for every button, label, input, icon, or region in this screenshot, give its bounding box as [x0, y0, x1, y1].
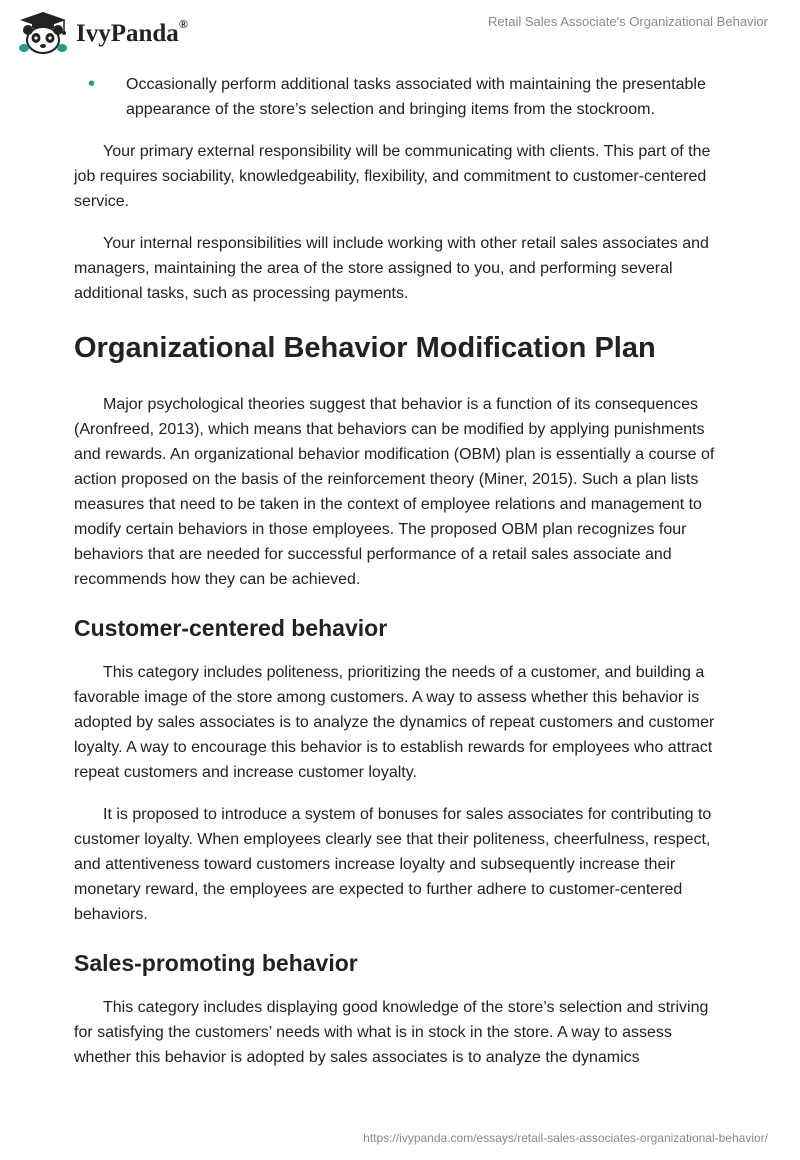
source-url[interactable]: https://ivypanda.com/essays/retail-sales-associates-organizational-behavior/	[363, 1131, 768, 1145]
paragraph-sales: This category includes displaying good knowledge of the store’s selection and striving for satisfying the customers’ needs with what is in stock in the store. A way to assess whether this behavior is adopted by sales associates is to analyze the dynamics	[74, 999, 709, 1066]
paragraph-customer-2: It is proposed to introduce a system of bonuses for sales associates for contributing to customer loyalty. When employees clearly see that their politeness, cheerfulness, respect, and attentiveness toward customers increase loyalty and subsequently increase their monetary reward, the employees are expected to further adhere to customer-centered behaviors.	[74, 806, 712, 923]
panda-graduate-icon	[14, 10, 72, 56]
list-item-text: Occasionally perform additional tasks associated with maintaining the presentable appearance of the store’s selection and bringing items from the stockroom.	[126, 76, 706, 118]
paragraph-obm: Major psychological theories suggest that behavior is a function of its consequences (Aronfreed, 2013), which means that behaviors can be modified by applying punishments and rewards. An organizational behavior modification (OBM) plan is essentially a course of action proposed on the basis of the reinforcement theory (Miner, 2015). Such a plan lists measures that need to be taken in the context of employee relations and management to modify certain behaviors in those employees. The proposed OBM plan recognizes four behaviors that are needed for successful performance of a retail sales associate and recommends how they can be achieved.	[74, 396, 715, 588]
paragraph-external: Your primary external responsibility will be communicating with clients. This part of the job requires sociability, knowledgeability, flexibility, and commitment to customer-centered service.	[74, 143, 711, 210]
paragraph-internal: Your internal responsibilities will include working with other retail sales associates and managers, maintaining the area of the store assigned to you, and performing several additional tasks, such as processing payments.	[74, 235, 709, 302]
article-body	[74, 72, 724, 1070]
list-item	[74, 72, 724, 122]
logo[interactable]	[14, 10, 188, 56]
heading-customer-centered: Customer-centered behavior	[74, 615, 388, 641]
document-title: Retail Sales Associate's Organizational Behavior	[488, 14, 768, 29]
heading-sales-promoting: Sales-promoting behavior	[74, 950, 358, 976]
heading-obm-plan: Organizational Behavior Modification Plan	[74, 332, 656, 364]
paragraph-customer-1: This category includes politeness, prioritizing the needs of a customer, and building a favorable image of the store among customers. A way to assess whether this behavior is adopted by sales associates is to analyze the dynamics of repeat customers and customer loyalty. A way to encourage this behavior is to establish rewards for employees who attract repeat customers and increase customer loyalty.	[74, 664, 715, 781]
page-header	[0, 0, 800, 64]
brand-name: IvyPanda®	[76, 16, 188, 47]
bullet-icon: •	[88, 73, 96, 95]
